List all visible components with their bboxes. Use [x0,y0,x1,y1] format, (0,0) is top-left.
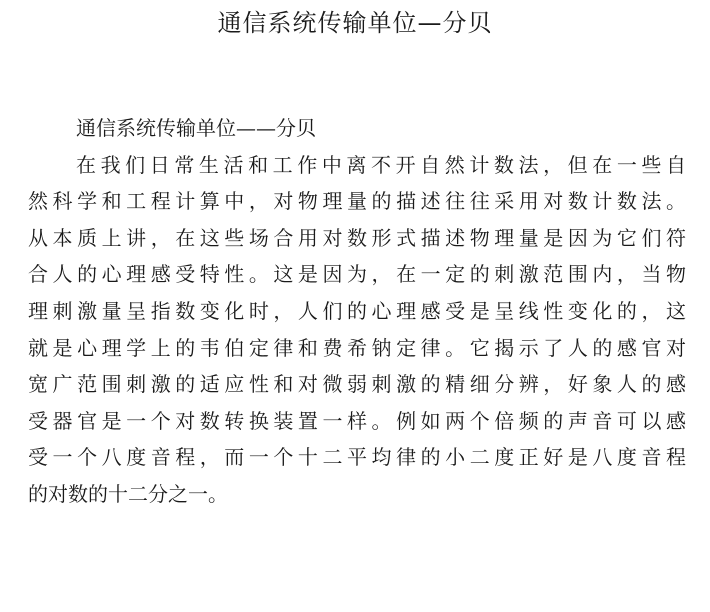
paragraph-line: 在我们日常生活和工作中离不开自然计数法，但在一些自 [76,152,686,177]
paragraph-line: 合人的心理感受特性。这是因为，在一定的刺激范围内，当物 [28,262,686,287]
paragraph-line: 然科学和工程计算中，对物理量的描述往往采用对数计数法。 [28,189,686,214]
paragraph-line: 宽广范围刺激的适应性和对微弱刺激的精细分辨，好象人的感 [28,372,686,397]
paragraph-line: 受一个八度音程，而一个十二平均律的小二度正好是八度音程 [28,445,686,470]
paragraph-line: 的对数的十二分之一。 [28,481,228,506]
paragraph-line: 从本质上讲，在这些场合用对数形式描述物理量是因为它们符 [28,225,686,250]
document-body [28,110,686,513]
paragraph-line: 受器官是一个对数转换装置一样。例如两个倍频的声音可以感 [28,408,686,433]
paragraph-line: 理刺激量呈指数变化时，人们的心理感受是呈线性变化的，这 [28,298,686,323]
document-title: 通信系统传输单位—分贝 [217,9,493,37]
document-subtitle: 通信系统传输单位——分贝 [76,116,316,140]
paragraph-line: 就是心理学上的韦伯定律和费希钠定律。它揭示了人的感官对 [28,335,686,360]
